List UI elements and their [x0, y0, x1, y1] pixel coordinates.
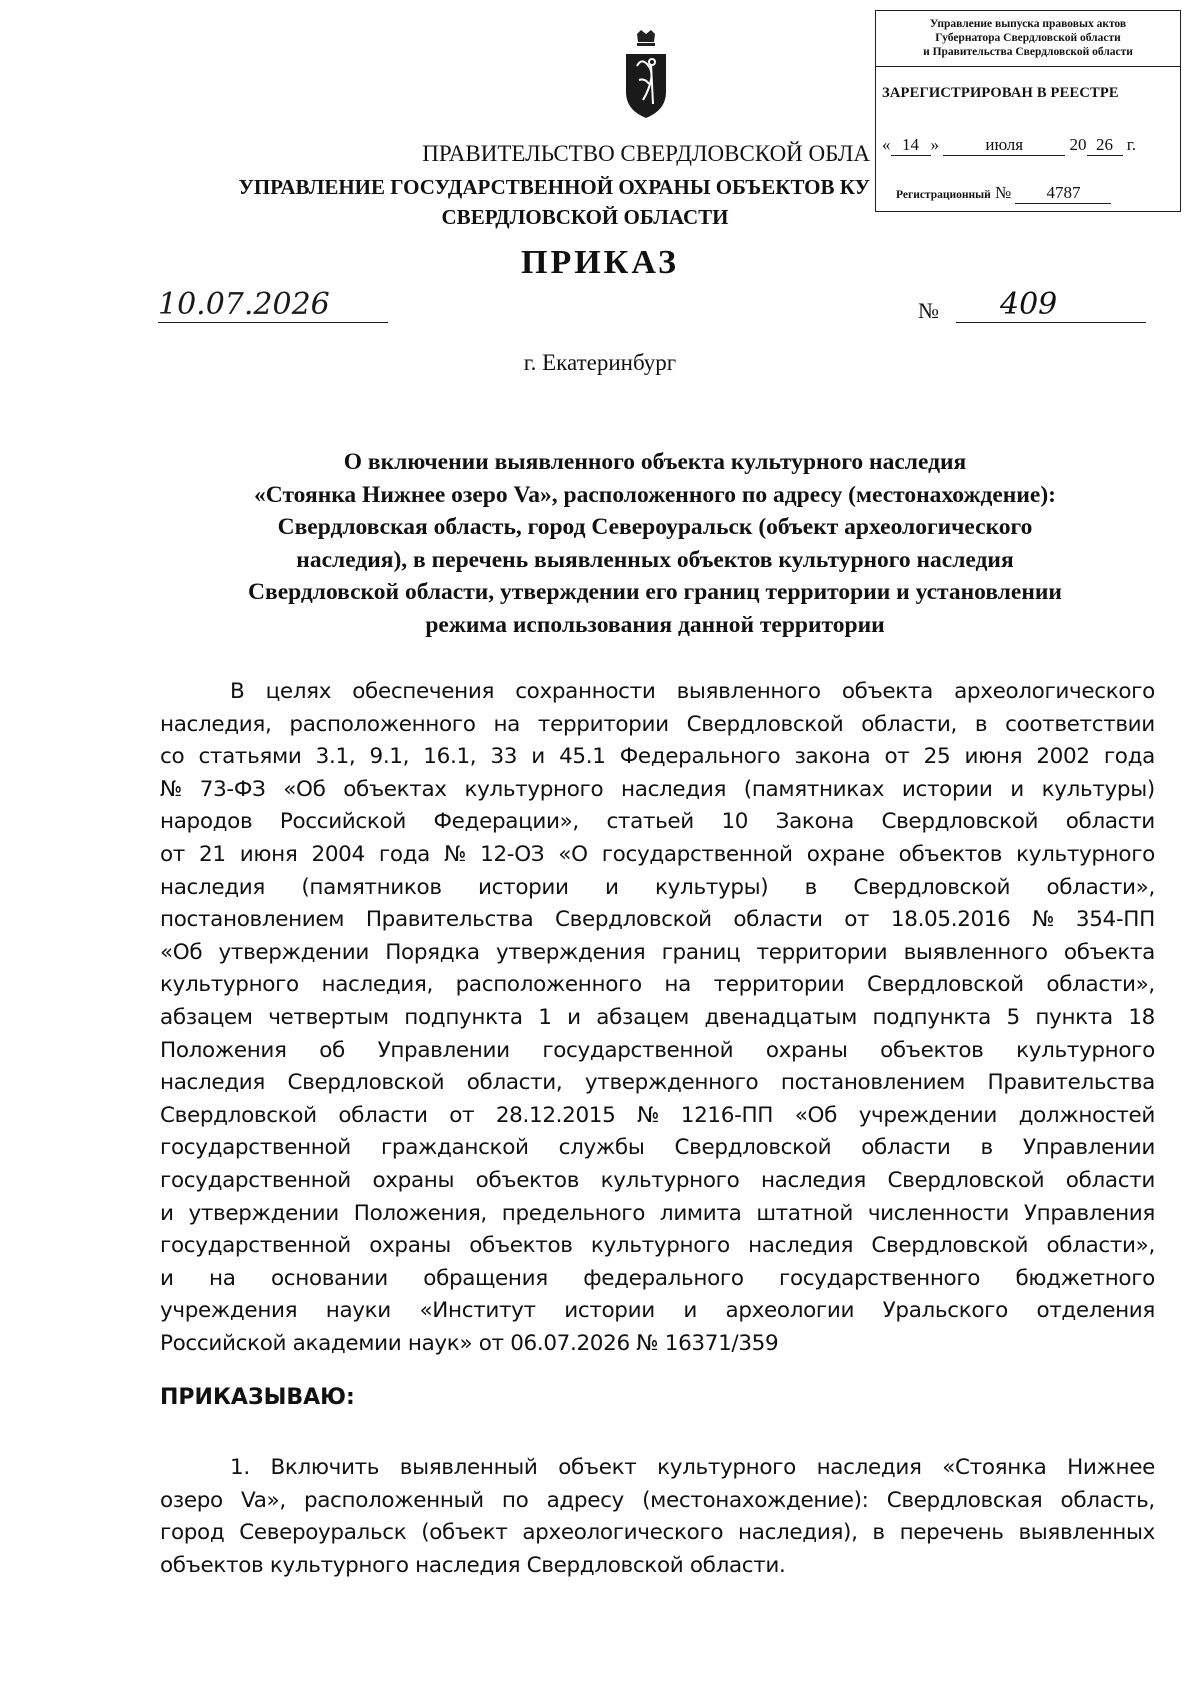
- text-line: государственной гражданской службы Свердловской области в Управлении: [160, 1135, 1155, 1161]
- department-title-line2: СВЕРДЛОВСКОЙ ОБЛАСТИ: [441, 205, 729, 229]
- document-subject: [155, 446, 1155, 641]
- registration-stamp: [875, 10, 1181, 212]
- coat-of-arms-icon: [623, 30, 669, 122]
- document-number: 409: [956, 288, 1146, 323]
- department-title-line1: УПРАВЛЕНИЕ ГОСУДАРСТВЕННОЙ ОХРАНЫ ОБЪЕКТОВ КУ: [238, 175, 870, 199]
- subject-line: О включении выявленного объекта культурного наследия: [343, 449, 967, 475]
- subject-line: «Стоянка Нижнее озеро Va», расположенного по адресу (местонахождение):: [254, 481, 1056, 508]
- text-line: со статьями 3.1, 9.1, 16.1, 33 и 45.1 Федерального закона от 25 июня 2002 года: [160, 744, 1155, 770]
- text-line: город Североуральск (объект археологического наследия), в перечень выявленных: [160, 1520, 1155, 1546]
- text-line: учреждения науки «Институт истории и археологии Уральского отделения: [160, 1298, 1155, 1324]
- number-label: №: [918, 298, 939, 323]
- subject-line: Свердловская область, город Североуральск (объект археологического: [277, 514, 1033, 540]
- stamp-reg-value: 4787: [1015, 183, 1111, 204]
- text-line: объектов культурного наследия Свердловской области.: [160, 1552, 786, 1578]
- subject-line: наследия), в перечень выявленных объектов культурного наследия: [296, 546, 1014, 573]
- stamp-date-month: июля: [943, 135, 1065, 156]
- text-line: № 73-ФЗ «Об объектах культурного наследия (памятниках истории и культуры): [160, 776, 1155, 802]
- text-line: и на основании обращения федерального государственного бюджетного: [160, 1265, 1155, 1291]
- text-line: народов Российской Федерации», статьей 10 Закона Свердловской области: [160, 809, 1155, 835]
- text-line: культурного наследия, расположенного на территории Свердловской области»,: [160, 972, 1155, 998]
- text-line: В целях обеспечения сохранности выявленного объекта археологического: [230, 679, 1155, 704]
- document-date: 10.07.2026: [158, 288, 388, 323]
- preamble-paragraph: [160, 676, 1155, 1360]
- stamp-registered-label: ЗАРЕГИСТРИРОВАН В РЕЕСТРЕ: [882, 85, 1119, 101]
- stamp-date-day: 14: [891, 135, 931, 156]
- text-line: Положения об Управлении государственной охраны объектов культурного: [160, 1037, 1155, 1063]
- subject-line: режима использования данной территории: [425, 611, 885, 638]
- text-line: абзацем четвертым подпункта 1 и абзацем двенадцатым подпункта 5 пункта 18: [160, 1004, 1155, 1030]
- stamp-authority-line: и Правительства Свердловской области: [923, 46, 1133, 58]
- stamp-date: « 14 » июля 20 26 г.: [882, 135, 1137, 154]
- stamp-authority-line: Губернатора Свердловской области: [935, 32, 1121, 44]
- document-type: ПРИКАЗ: [521, 244, 679, 281]
- order-item-1: [160, 1452, 1155, 1582]
- text-line: постановлением Правительства Свердловской области от 18.05.2016 № 354-ПП: [160, 907, 1155, 933]
- stamp-year-suffix: г.: [1126, 135, 1137, 154]
- text-line: наследия Свердловской области, утвержденного постановлением Правительства: [160, 1070, 1155, 1096]
- city: г. Екатеринбург: [523, 350, 677, 375]
- text-line: Свердловской области от 28.12.2015 № 1216-ПП «Об учреждении должностей: [160, 1102, 1155, 1128]
- text-line: Российской академии наук» от 06.07.2026 № 16371/359: [160, 1330, 779, 1356]
- stamp-date-year-prefix: 20: [1069, 135, 1087, 154]
- text-line: и утверждении Положения, предельного лимита штатной численности Управления: [160, 1200, 1155, 1226]
- text-line: наследия (памятников истории и культуры) в Свердловской области»,: [160, 874, 1155, 900]
- order-word: ПРИКАЗЫВАЮ:: [160, 1385, 355, 1410]
- text-line: наследия, расположенного на территории Свердловской области, в соответствии: [160, 711, 1155, 737]
- text-line: озеро Va», расположенный по адресу (местонахождение): Свердловская область,: [160, 1487, 1155, 1513]
- text-line: от 21 июня 2004 года № 12-ОЗ «О государственной охране объектов культурного: [160, 841, 1155, 867]
- stamp-reg-label: Регистрационный: [896, 189, 991, 201]
- text-line: «Об утверждении Порядка утверждения границ территории выявленного объекта: [160, 939, 1155, 965]
- stamp-no-sign: №: [994, 183, 1012, 202]
- stamp-authority: [876, 11, 1180, 67]
- stamp-date-year: 26: [1087, 135, 1123, 156]
- stamp-authority-line: Управление выпуска правовых актов: [929, 18, 1127, 30]
- text-line: государственной охраны объектов культурного наследия Свердловской области: [160, 1167, 1155, 1193]
- subject-line: Свердловской области, утверждении его границ территории и установлении: [248, 579, 1062, 605]
- government-title: ПРАВИТЕЛЬСТВО СВЕРДЛОВСКОЙ ОБЛА: [422, 141, 870, 166]
- text-line: 1. Включить выявленный объект культурного наследия «Стоянка Нижнее: [230, 1455, 1155, 1480]
- stamp-reg-number: [896, 183, 1111, 204]
- text-line: государственной охраны объектов культурного наследия Свердловской области»,: [160, 1233, 1155, 1259]
